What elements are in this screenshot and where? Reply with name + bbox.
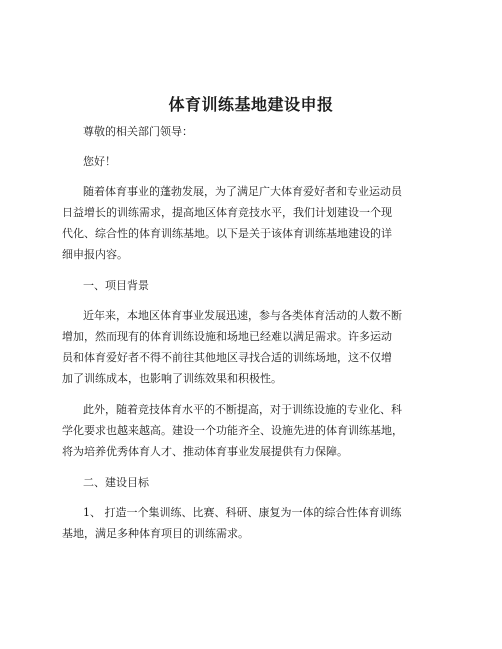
background-para1-line-1: 近年来，本地区体育事业发展迅速，参与各类体育活动的人数不断: [83, 309, 402, 322]
salutation: 尊敬的相关部门领导：: [83, 125, 193, 138]
section-heading-goals: 二、建设目标: [83, 476, 149, 489]
background-para1-line-4: 加了训练成本，也影响了训练效果和积极性。: [62, 372, 282, 385]
background-para2-line-2: 学化要求也越来越高。建设一个功能齐全、设施先进的体育训练基地，: [62, 424, 403, 437]
intro-line-3: 代化、综合性的体育训练基地。以下是关于该体育训练基地建设的详: [62, 227, 392, 240]
document-title: 体育训练基地建设申报: [168, 95, 334, 114]
intro-line-1: 随着体育事业的蓬勃发展，为了满足广大体育爱好者和专业运动员: [83, 185, 402, 198]
intro-line-4: 细申报内容。: [62, 248, 128, 261]
background-para2-line-1: 此外，随着竞技体育水平的不断提高，对于训练设施的专业化、科: [83, 403, 402, 416]
goal-item1-line-1: 1、 打造一个集训练、比赛、科研、康复为一体的综合性体育训练: [83, 506, 402, 519]
intro-line-2: 日益增长的训练需求，提高地区体育竞技水平，我们计划建设一个现: [62, 206, 392, 219]
greeting: 您好！: [83, 155, 116, 168]
goal-item1-line-2: 基地，满足多种体育项目的训练需求。: [62, 527, 249, 540]
background-para1-line-3: 员和体育爱好者不得不前往其他地区寻找合适的训练场地，这不仅增: [62, 351, 392, 364]
background-para2-line-3: 将为培养优秀体育人才、推动体育事业发展提供有力保障。: [62, 445, 348, 458]
background-para1-line-2: 增加，然而现有的体育训练设施和场地已经难以满足需求。许多运动: [62, 330, 392, 343]
section-heading-background: 一、项目背景: [83, 279, 149, 292]
